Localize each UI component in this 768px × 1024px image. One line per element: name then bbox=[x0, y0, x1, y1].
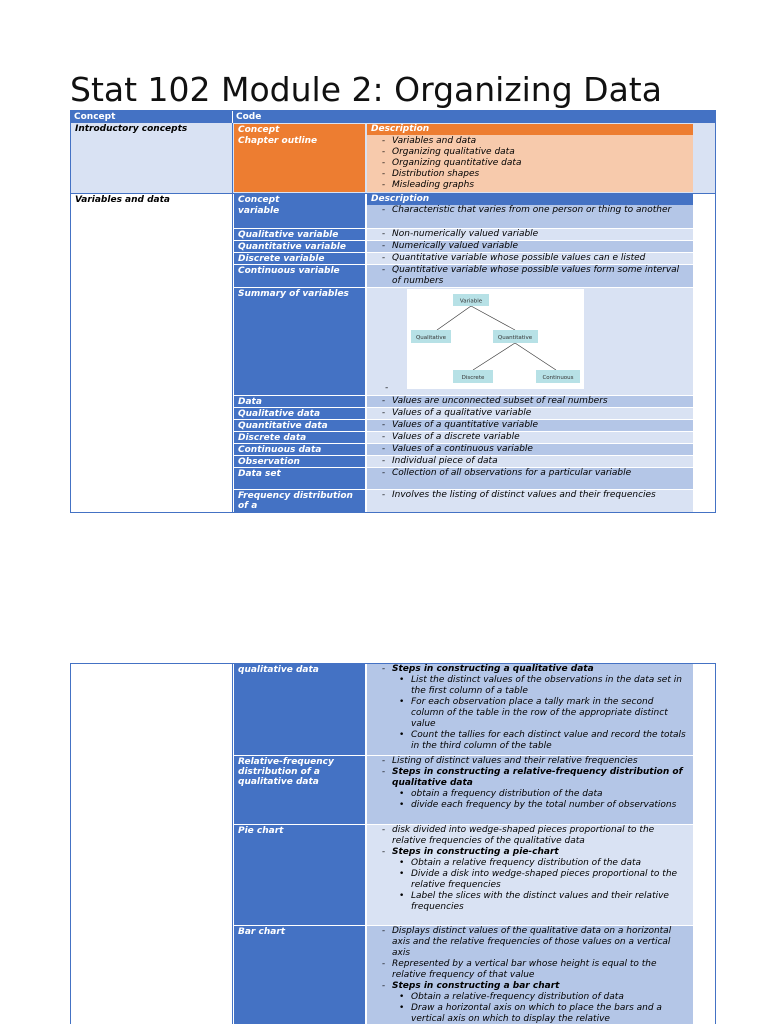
diagram-label-quantitative: Quantitative bbox=[497, 335, 533, 341]
intro-inner-concept-header: Concept bbox=[234, 124, 365, 135]
diagram-label-qualitative: Qualitative bbox=[415, 335, 447, 341]
concept-quantitative-variable: Quantitative variable bbox=[234, 241, 365, 252]
concept-freq-dist-qualitative: qualitative data bbox=[234, 664, 365, 755]
concept-pie-chart: Pie chart bbox=[234, 825, 365, 925]
variable-tree-diagram bbox=[407, 289, 584, 389]
concept-observation: Observation bbox=[234, 456, 365, 467]
desc-variable: - Characteristic that varies from one person or thing to another bbox=[367, 205, 693, 228]
concept-summary-of-variables: Summary of variables bbox=[234, 288, 365, 395]
desc-discrete-data: - Values of a discrete variable bbox=[367, 432, 693, 443]
variables-label: Variables and data bbox=[75, 195, 171, 205]
chapter-outline-label: Chapter outline bbox=[234, 135, 365, 192]
variables-inner-desc-header: Description bbox=[367, 194, 693, 205]
step-item: • List the distinct values of the observations in the data set in the first column of a table bbox=[399, 675, 682, 696]
concept-variable: variable bbox=[234, 205, 365, 228]
intro-inner-desc-header: Description bbox=[367, 124, 693, 135]
concept-qualitative-variable: Qualitative variable bbox=[234, 229, 365, 240]
intro-label: Introductory concepts bbox=[75, 124, 188, 134]
step-item: • Draw a horizontal axis on which to place the bars and a vertical axis on which to display the relative bbox=[399, 1003, 662, 1024]
desc-summary-of-variables: - bbox=[367, 288, 693, 395]
concept-data: Data bbox=[234, 396, 365, 407]
outline-item: - Organizing quantitative data bbox=[381, 158, 522, 168]
desc-freq-dist-qualitative: - Steps in constructing a qualitative data • List the distinct values of the observations in the data set in the first column of a table • For each observation place a tally mark in the second column of the table in the row of the appropriate distinct value • Count the tallies for each distinct value and record the totals in the third column of the table bbox=[367, 664, 693, 755]
concept-continuous-variable: Continuous variable bbox=[234, 265, 365, 287]
desc-quantitative-data: - Values of a quantitative variable bbox=[367, 420, 693, 431]
concept-quantitative-data: Quantitative data bbox=[234, 420, 365, 431]
step-item: • divide each frequency by the total number of observations bbox=[399, 800, 677, 810]
page-1-table bbox=[70, 110, 716, 513]
concept-data-set: Data set bbox=[234, 468, 365, 489]
diagram-label-discrete: Discrete bbox=[461, 375, 485, 381]
desc-qualitative-variable: - Non-numerically valued variable bbox=[367, 229, 693, 240]
outline-item: - Misleading graphs bbox=[381, 180, 475, 190]
column-divider bbox=[232, 664, 233, 1024]
step-item: • Obtain a relative-frequency distribution of data bbox=[399, 992, 624, 1002]
concept-qualitative-data: Qualitative data bbox=[234, 408, 365, 419]
outline-item: - Distribution shapes bbox=[381, 169, 480, 179]
desc-pie-chart: - disk divided into wedge-shaped pieces proportional to the relative frequencies of the qualitative data - Steps in constructing a pie-chart • Obtain a relative frequency distribution of the data • Divide a disk into wedge-shaped pieces proportional to the relative frequencies • Label the slices with the distinct values and their relative frequencies bbox=[367, 825, 693, 925]
desc-continuous-variable: - Quantitative variable whose possible values form some interval of numbers bbox=[367, 265, 693, 287]
concept-discrete-data: Discrete data bbox=[234, 432, 365, 443]
desc-qualitative-data: - Values of a qualitative variable bbox=[367, 408, 693, 419]
desc-relative-frequency: - Listing of distinct values and their relative frequencies - Steps in constructing a relative-frequency distribution of qualitative data • obtain a frequency distribution of the data • divide each frequency by the total number of observations bbox=[367, 756, 693, 824]
step-item: • For each observation place a tally mark in the second column of the table in the row of the appropriate distinct value bbox=[399, 697, 668, 729]
concept-continuous-data: Continuous data bbox=[234, 444, 365, 455]
concept-relative-frequency: Relative-frequency distribution of a qualitative data bbox=[234, 756, 365, 824]
concept-frequency-distribution: Frequency distribution of a bbox=[234, 490, 365, 513]
chapter-outline-list bbox=[367, 135, 693, 192]
desc-discrete-variable: - Quantitative variable whose possible values can e listed bbox=[367, 253, 693, 264]
step-item: • Label the slices with the distinct values and their relative frequencies bbox=[399, 891, 669, 912]
header-concept: Concept bbox=[71, 111, 232, 123]
step-item: • obtain a frequency distribution of the data bbox=[399, 789, 603, 799]
variables-inner-concept-header: Concept bbox=[234, 194, 365, 205]
diagram-label-variable: Variable bbox=[459, 298, 483, 305]
step-item: • Count the tallies for each distinct value and record the totals in the third column of the table bbox=[399, 730, 686, 751]
desc-quantitative-variable: - Numerically valued variable bbox=[367, 241, 693, 252]
page-title: Stat 102 Module 2: Organizing Data bbox=[70, 70, 662, 109]
step-item: • Divide a disk into wedge-shaped pieces proportional to the relative frequencies bbox=[399, 869, 678, 890]
concept-bar-chart: Bar chart bbox=[234, 926, 365, 1024]
desc-data: - Values are unconnected subset of real numbers bbox=[367, 396, 693, 407]
step-item: • Obtain a relative frequency distribution of the data bbox=[399, 858, 642, 868]
header-code: Code bbox=[233, 111, 716, 123]
outline-item: - Organizing qualitative data bbox=[381, 147, 515, 157]
diagram-label-continuous: Continuous bbox=[542, 375, 574, 381]
page-2-table bbox=[70, 663, 716, 1024]
desc-frequency-distribution: - Involves the listing of distinct values and their frequencies bbox=[367, 490, 693, 513]
concept-discrete-variable: Discrete variable bbox=[234, 253, 365, 264]
desc-bar-chart: - Displays distinct values of the qualitative data on a horizontal axis and the relative frequencies of those values on a vertical axis - Represented by a vertical bar whose height is equal to the relative frequency of that value - Steps in constructing a bar chart • Obtain a relative-frequency distribution of data • Draw a horizontal axis on which to place the bars and a vertical axis on which to display the relative bbox=[367, 926, 693, 1024]
outline-item: - Variables and data bbox=[381, 136, 477, 146]
desc-observation: - Individual piece of data bbox=[367, 456, 693, 467]
desc-continuous-data: - Values of a continuous variable bbox=[367, 444, 693, 455]
desc-data-set: - Collection of all observations for a particular variable bbox=[367, 468, 693, 489]
